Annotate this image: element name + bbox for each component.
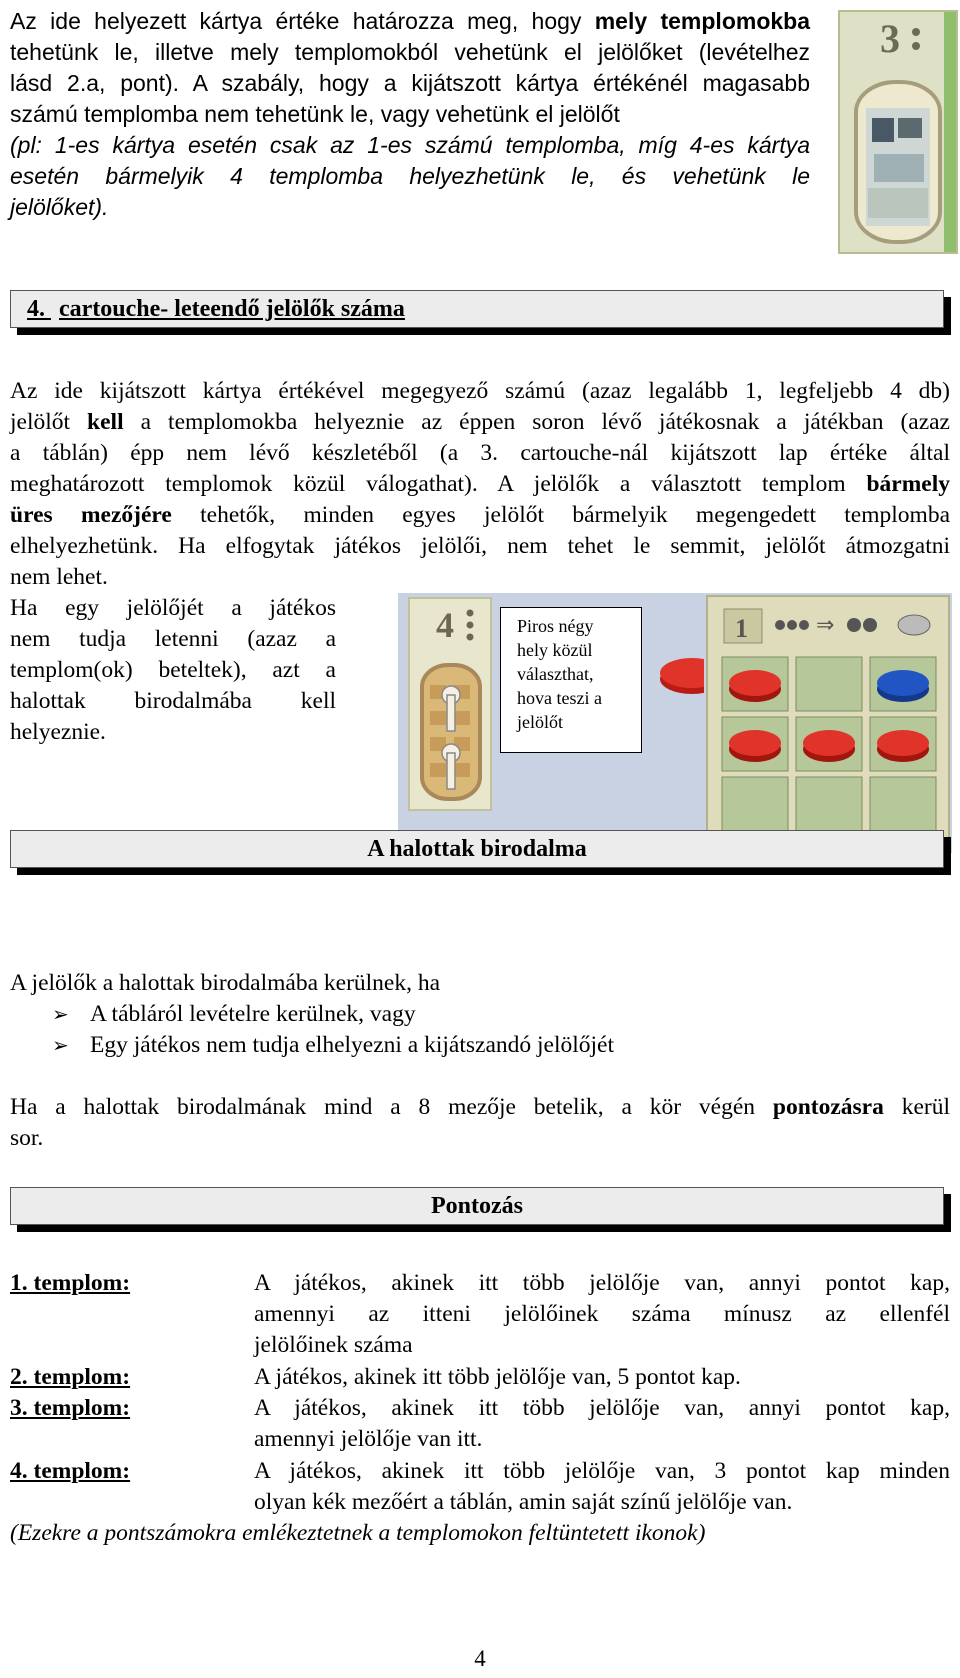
dead-realm-title: A halottak birodalma: [367, 836, 587, 862]
callout-line: jelölőt: [517, 712, 563, 732]
card-4-number: 4: [436, 605, 454, 645]
card-3-number: 3: [880, 16, 900, 61]
section-4-title: 4. cartouche- leteendő jelölők száma: [27, 296, 405, 322]
callout-line: hova teszi a: [517, 688, 602, 708]
paragraph-line: nem tudja letenni (azaz a: [10, 626, 336, 652]
paragraph-line: templom(ok) beteltek), azt a: [10, 657, 336, 683]
paragraph-line: jelölőt kell a templomokba helyeznie az éppen soron lévő játékosnak a játékban (azaz: [10, 409, 950, 435]
side-paragraph: [10, 593, 336, 748]
intro-line: tehetünk le, illetve mely templomokból vehetünk el jelölőket (levételhez: [10, 39, 810, 65]
callout-line: hely közül: [517, 640, 593, 660]
paragraph-line: Ha a halottak birodalmának mind a 8 mezője betelik, a kör végén pontozásra kerül: [10, 1094, 950, 1120]
temple-3-description: A játékos, akinek itt több jelölője van, annyi pontot kap, amennyi jelölője van itt.: [254, 1395, 950, 1452]
paragraph-line: meghatározott templomok közül válogathat). A jelölők a választott templom bármely: [10, 471, 950, 497]
paragraph-line: a táblán) épp nem lévő készletéből (a 3. cartouche-nál kijátszott lap értéke által: [10, 440, 950, 466]
scoring-title: Pontozás: [431, 1193, 523, 1219]
dead-realm-paragraph: [10, 1092, 950, 1154]
scoring-header: [10, 1187, 944, 1225]
temple-4-label: 4. templom:: [10, 1458, 131, 1484]
temple-3-label: 3. templom:: [10, 1395, 131, 1421]
temple-1-label: 1. templom:: [10, 1270, 131, 1296]
dead-realm-intro: [10, 968, 950, 999]
temple-board-image: [706, 595, 950, 853]
intro-example-line: jelölőket).: [10, 194, 109, 220]
callout-line: Piros négy: [517, 616, 594, 636]
paragraph-line: halottak birodalmába kell: [10, 688, 336, 714]
intro-example-line: esetén bármelyik 4 templomba helyezhetünk le, és vehetünk le: [10, 163, 810, 189]
arrow-right-icon: ➢: [52, 1033, 69, 1057]
arrow-right-icon: ➢: [52, 1002, 69, 1026]
paragraph-line: A jelölők a halottak birodalmába kerülnek, ha: [10, 970, 441, 996]
intro-line: Az ide helyezett kártya értéke határozza meg, hogy: [10, 8, 595, 34]
intro-paragraph: [10, 6, 810, 223]
paragraph-line: üres mezőjére tehetők, minden egyes jelölőt bármelyik megengedett templomba: [10, 502, 950, 528]
page-number: 4: [474, 1646, 486, 1671]
paragraph-line: nem lehet.: [10, 564, 108, 590]
paragraph-line: Ha egy jelölőjét a játékos: [10, 595, 336, 621]
cartouche-card-3-image: [838, 10, 958, 254]
intro-line: számú templomba nem tehetünk le, vagy vehetünk el jelölőt: [10, 101, 620, 127]
paragraph-line: elhelyezhetünk. Ha elfogytak játékos jelölői, nem tehet le semmit, jelölőt átmozgatni: [10, 533, 950, 559]
temple-4-description: A játékos, akinek itt több jelölője van, 3 pontot kap minden olyan kék mezőért a táblán, amin saját színű jelölője van.: [254, 1458, 950, 1515]
bullet-item: ➢ A tábláról levételre kerülnek, vagy: [52, 999, 416, 1030]
card-4-illustration: [410, 599, 490, 809]
temple-2-description: A játékos, akinek itt több jelölője van, 5 pontot kap.: [254, 1364, 741, 1390]
callout-box: [500, 607, 642, 753]
temple-2-label: 2. templom:: [10, 1364, 131, 1390]
paragraph-line: Az ide kijátszott kártya értékével megegyező számú (azaz legalább 1, legfeljebb 4 db): [10, 378, 950, 404]
callout-line: választhat,: [517, 664, 594, 684]
card-3-illustration: [840, 12, 956, 252]
paragraph-line: helyeznie.: [10, 719, 106, 745]
scoring-footnote: (Ezekre a pontszámokra emlékeztetnek a templomokon feltüntetett ikonok): [10, 1520, 706, 1546]
dead-realm-header: [10, 830, 944, 868]
temple-number: 1: [735, 614, 748, 643]
section-4-paragraph: [10, 376, 950, 593]
intro-line: lásd 2.a, pont). A szabály, hogy a kijátszott kártya értékénél magasabb: [10, 70, 810, 96]
blue-piece-icon: [877, 670, 929, 702]
section-4-header: [10, 290, 944, 328]
temple-1-description: A játékos, akinek itt több jelölője van, annyi pontot kap, amennyi az itteni jelölőinek száma mínusz az ellenfél jelölőinek száma: [254, 1270, 950, 1358]
temple-board-illustration: [708, 597, 948, 851]
paragraph-line: sor.: [10, 1125, 44, 1151]
example-illustration: [398, 593, 952, 853]
cartouche-card-4-image: [408, 597, 492, 811]
bullet-item: ➢ Egy játékos nem tudja elhelyezni a kijátszandó jelölőjét: [52, 1030, 614, 1061]
intro-bold: mely templomokba: [594, 8, 811, 34]
intro-example-line: (pl: 1-es kártya esetén csak az 1-es számú templomba, míg 4-es kártya: [10, 132, 810, 158]
svg-text:⇒: ⇒: [816, 613, 835, 638]
